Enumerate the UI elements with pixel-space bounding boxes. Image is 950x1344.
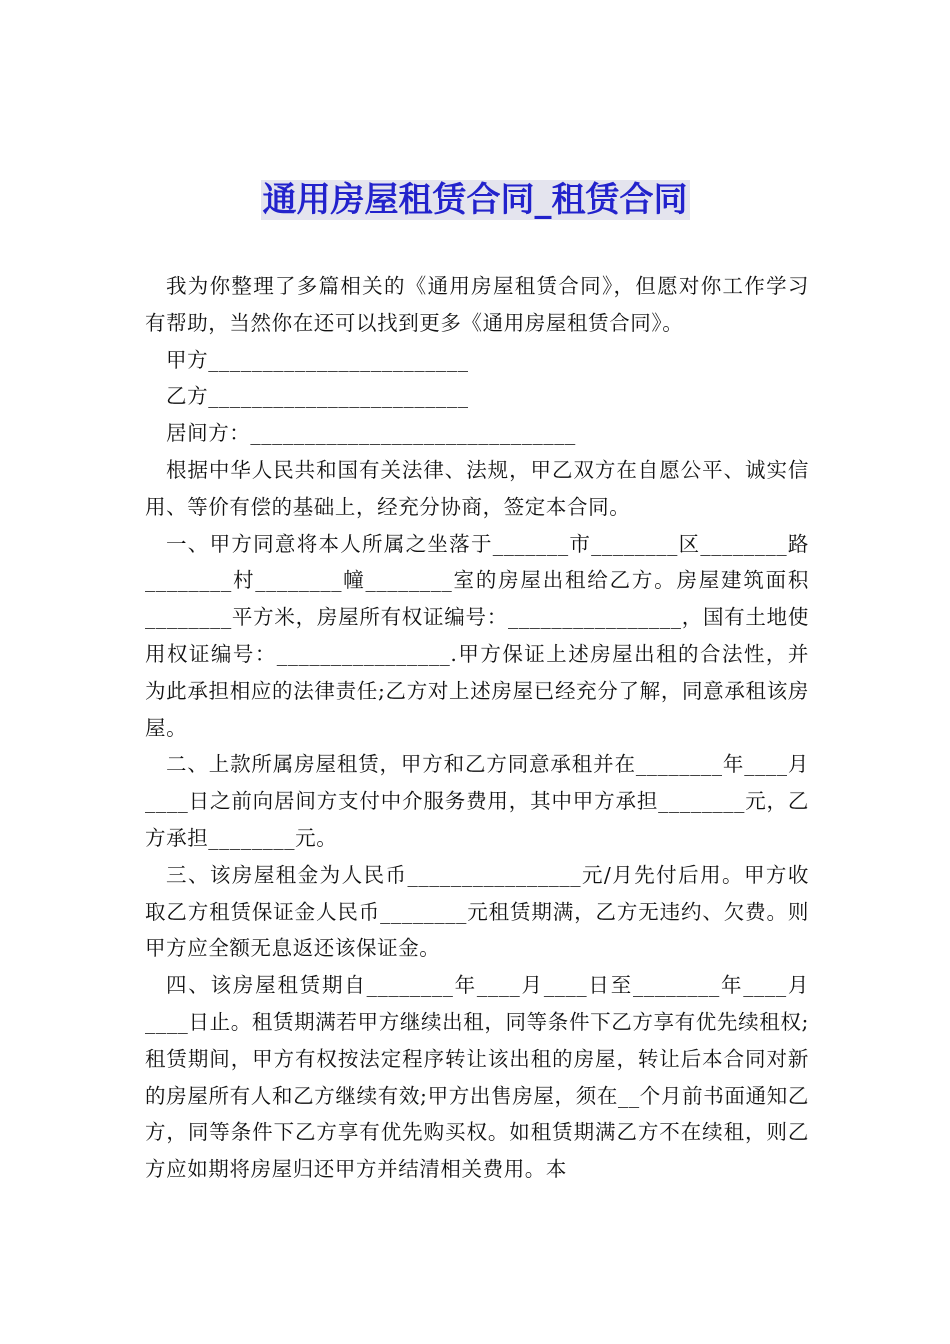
paragraph-clause-4: 四、该房屋租赁期自________年____月____日至________年____月____日止。租赁期满若甲方继续出租，同等条件下乙方享有优先续租权;租赁期间，甲方有权按法定程序转让该出租的房屋，转让后本合同对新的房屋所有人和乙方继续有效;甲方出售房屋，须在__个月前书面通知乙方，同等条件下乙方享有优先购买权。如租赁期满乙方不在续租，则乙方应如期将房屋归还甲方并结清相关费用。本 <box>145 973 809 1182</box>
paragraph-clause-1: 一、甲方同意将本人所属之坐落于_______市________区________路________村________幢________室的房屋出租给乙方。房屋建筑面积________平方米，房屋所有权证编号：________________，国有土地使用权证编号：________________.甲方保证上述房屋出租的合法性，并为此承担相应的法律责任;乙方对上述房屋已经充分了解，同意承租该房屋。 <box>145 531 809 740</box>
document-title-text: 通用房屋租赁合同_租赁合同 <box>262 180 688 220</box>
paragraph-intermediary: 居间方：______________________________ <box>166 421 576 446</box>
paragraph-intro: 我为你整理了多篇相关的《通用房屋租赁合同》，但愿对你工作学习有帮助，当然你在还可以找到更多《通用房屋租赁合同》。 <box>145 274 809 335</box>
paragraph-clause-2: 二、上款所属房屋租赁，甲方和乙方同意承租并在________年____月____日之前向居间方支付中介服务费用，其中甲方承担________元，乙方承担________元。 <box>145 752 809 850</box>
paragraph-clause-3: 三、该房屋租金为人民币________________元/月先付后用。甲方收取乙方租赁保证金人民币________元租赁期满，乙方无违约、欠费。则甲方应全额无息返还该保证金。 <box>145 862 809 961</box>
document-body <box>145 268 809 1188</box>
paragraph-party-b: 乙方________________________ <box>166 384 469 409</box>
document-title <box>0 176 950 224</box>
paragraph-party-a: 甲方________________________ <box>166 347 469 372</box>
paragraph-preamble: 根据中华人民共和国有关法律、法规，甲乙双方在自愿公平、诚实信用、等价有偿的基础上，经充分协商，签定本合同。 <box>145 457 809 519</box>
